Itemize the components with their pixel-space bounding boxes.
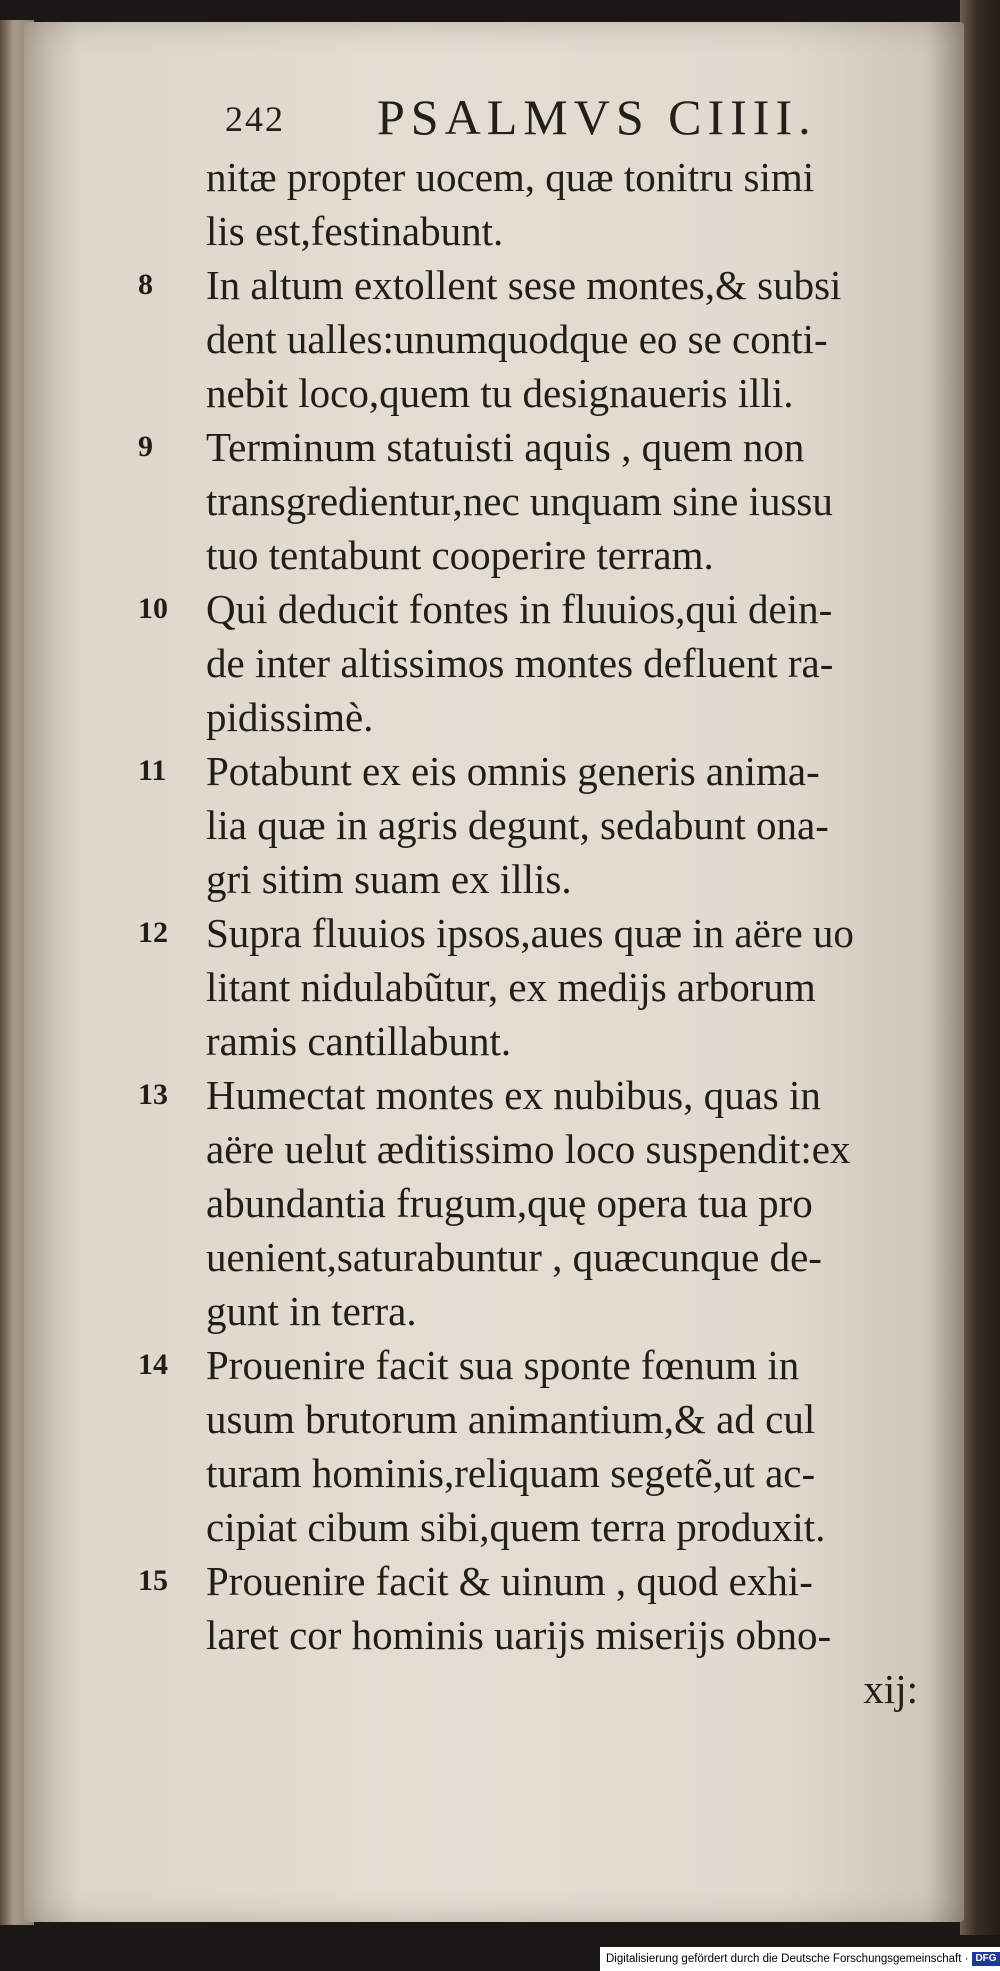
line-text: tuo tentabunt cooperire terram. bbox=[206, 532, 714, 578]
line-text: de inter altissimos montes defluent ra- bbox=[206, 640, 834, 686]
line-text: cipiat cibum sibi,quem terra produxit. bbox=[206, 1504, 826, 1550]
line-text: litant nidulabũtur, ex medijs arborum bbox=[206, 964, 816, 1010]
catchword: xij: bbox=[863, 1666, 918, 1712]
text-line bbox=[138, 582, 938, 636]
line-text: Humectat montes ex nubibus, quas in bbox=[206, 1072, 821, 1118]
dfg-logo: DFG bbox=[972, 1952, 999, 1966]
text-line bbox=[138, 1176, 938, 1230]
line-text: uenient,saturabuntur , quæcunque de- bbox=[206, 1234, 822, 1280]
line-text: transgredientur,nec unquam sine iussu bbox=[206, 478, 833, 524]
text-line bbox=[138, 1500, 938, 1554]
text-line bbox=[138, 420, 938, 474]
text-line bbox=[138, 1230, 938, 1284]
text-line bbox=[138, 1068, 938, 1122]
line-text: Qui deducit fontes in fluuios,qui dein- bbox=[206, 586, 833, 632]
text-line bbox=[138, 1338, 938, 1392]
line-text: Supra fluuios ipsos,aues quæ in aëre uo bbox=[206, 910, 854, 956]
text-line bbox=[138, 1608, 938, 1662]
line-text: turam hominis,reliquam segetẽ,ut ac- bbox=[206, 1450, 816, 1496]
line-text: dent ualles:unumquodque eo se conti- bbox=[206, 316, 828, 362]
text-line bbox=[138, 960, 938, 1014]
line-text: ramis cantillabunt. bbox=[206, 1018, 512, 1064]
text-line bbox=[138, 1122, 938, 1176]
text-line bbox=[138, 906, 938, 960]
text-line bbox=[138, 474, 938, 528]
line-text: Prouenire facit & uinum , quod exhi- bbox=[206, 1558, 813, 1604]
page-number: 242 bbox=[225, 99, 285, 139]
line-text: usum brutorum animantium,& ad cul bbox=[206, 1396, 816, 1442]
text-line bbox=[138, 1014, 938, 1068]
running-head bbox=[225, 88, 825, 148]
text-line bbox=[138, 1284, 938, 1338]
line-text: Prouenire facit sua sponte fœnum in bbox=[206, 1342, 800, 1388]
page-right-edge bbox=[960, 0, 1000, 1935]
text-line bbox=[138, 312, 938, 366]
text-line bbox=[138, 744, 938, 798]
text-line bbox=[138, 204, 938, 258]
text-line bbox=[138, 852, 938, 906]
text-line bbox=[138, 1446, 938, 1500]
line-text: gunt in terra. bbox=[206, 1288, 417, 1334]
line-text: Terminum statuisti aquis , quem non bbox=[206, 424, 805, 470]
text-line bbox=[138, 798, 938, 852]
line-text: laret cor hominis uarijs miserijs obno- bbox=[206, 1612, 832, 1658]
digitization-credit-footer bbox=[600, 1947, 1000, 1971]
text-line bbox=[138, 150, 938, 204]
text-line bbox=[138, 636, 938, 690]
text-line bbox=[138, 1392, 938, 1446]
verse-number: 9 bbox=[138, 430, 153, 463]
psalm-text bbox=[138, 150, 938, 1716]
text-line bbox=[138, 528, 938, 582]
page-title: PSALMVS CIIII. bbox=[377, 89, 817, 145]
text-line bbox=[138, 258, 938, 312]
line-text: pidissimè. bbox=[206, 694, 374, 740]
line-text: aëre uelut æditissimo loco suspendit:ex bbox=[206, 1126, 851, 1172]
verse-number: 14 bbox=[138, 1348, 168, 1381]
line-text: nitæ propter uocem, quæ tonitru simi bbox=[206, 154, 815, 200]
text-line bbox=[138, 690, 938, 744]
verse-number: 11 bbox=[138, 754, 167, 787]
text-line bbox=[138, 1554, 938, 1608]
verse-number: 15 bbox=[138, 1564, 168, 1597]
verse-number: 13 bbox=[138, 1078, 168, 1111]
line-text: nebit loco,quem tu designaueris illi. bbox=[206, 370, 794, 416]
verse-number: 10 bbox=[138, 592, 168, 625]
line-text: gri sitim suam ex illis. bbox=[206, 856, 572, 902]
funding-credit-text: Digitalisierung gefördert durch die Deutsche Forschungsgemeinschaft · bbox=[606, 1953, 969, 1965]
line-text: abundantia frugum,quę opera tua pro bbox=[206, 1180, 813, 1226]
line-text: lis est,festinabunt. bbox=[206, 208, 504, 254]
line-text: Potabunt ex eis omnis generis anima- bbox=[206, 748, 820, 794]
verse-number: 8 bbox=[138, 268, 153, 301]
line-text: In altum extollent sese montes,& subsi bbox=[206, 262, 842, 308]
verse-number: 12 bbox=[138, 916, 168, 949]
line-text: lia quæ in agris degunt, sedabunt ona- bbox=[206, 802, 829, 848]
text-line bbox=[138, 366, 938, 420]
